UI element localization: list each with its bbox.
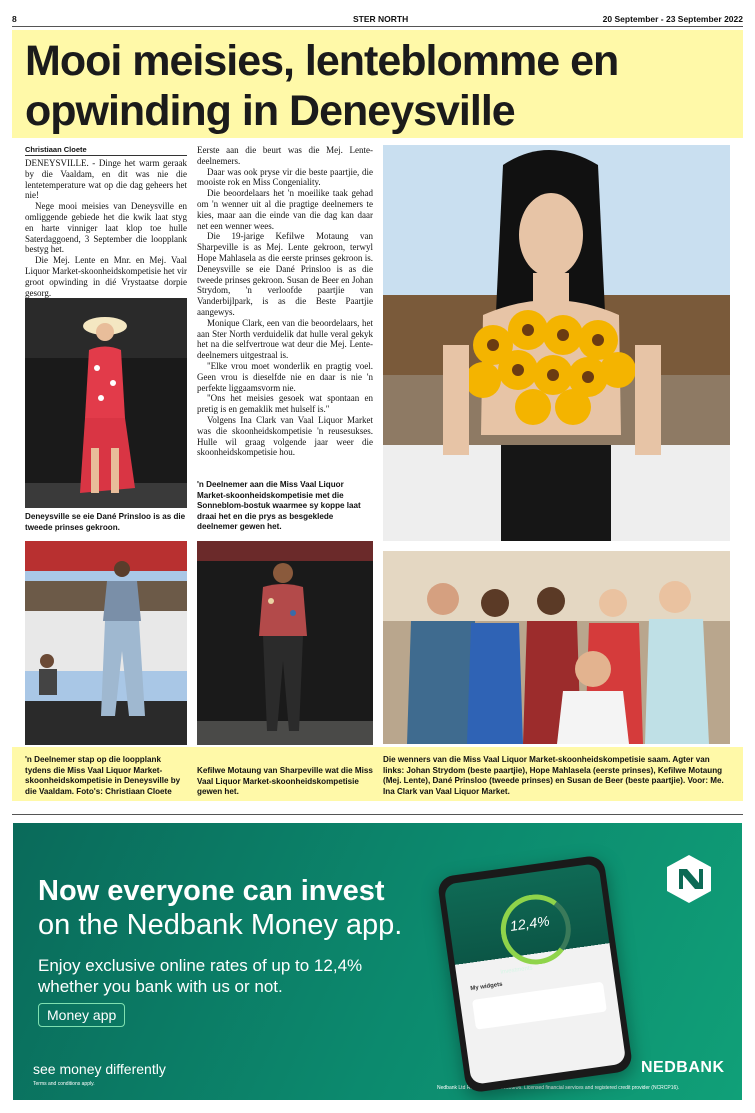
article-column-2 [197,145,373,458]
phone-screen [444,863,627,1085]
column-1-text [25,158,187,298]
phone-widget-title: My widgets [470,981,503,993]
caption-runway: 'n Deelnemer stap op die loopplank tydens die Miss Vaal Liquor Market-skoonheidskompetisie in Deneysville by die Vaaldam. Foto's: Christiaan Cloete [25,755,181,796]
nedbank-advertisement [13,823,742,1100]
paragraph: "Ons het meisies gesoek wat spontaan en pretig is en gemaklik met hulself is." [197,393,373,415]
caption-sunflower: 'n Deelnemer aan die Miss Vaal Liquor Market-skoonheidskompetisie met die Sonneblom-bostuk waarmee sy koppe laat draai het en die prys as besgeklede deelnemer gewen het. [197,480,361,532]
paragraph: Die beoordelaars het 'n moeilike taak gehad om 'n wenner uit al die pragtige deelnemers te kies, maar aan die einde van die dag kan daar net een wenner wees. [197,188,373,231]
ad-headline-bold: Now everyone can invest [38,875,385,907]
paragraph: DENEYSVILLE. - Dinge het warm geraak by die Vaaldam, en dit was nie die lentetemperature wat op die dag geheers het nie! [25,158,187,201]
paragraph: Monique Clark, een van die beoordelaars, het aan Ster North verduidelik dat hulle veral gekyk het na die selfvertroue wat deur die Mej. Lente-deelnemers uitgestraal is. [197,317,373,361]
ad-terms: Terms and conditions apply. [33,1081,95,1087]
photo-winners [383,551,730,744]
phone-tab: Investments [500,965,533,976]
paragraph: Daar was ook pryse vir die beste paartjie, die mooiste rok en Miss Congeniality. [197,166,373,188]
paragraph: Volgens Ina Clark van Vaal Liquor Market was die skoonheidskompetisie 'n reusesukses. Hulle wil graag volgende jaar weer die skoonheidskompetisie hou. [197,414,373,458]
paragraph: Eerste aan die beurt was die Mej. Lente-deelnemers. [197,145,373,166]
paragraph: "Elke vrou moet wonderlik en pragtig voel. Geen vrou is dieselfde nie en daar is nie 'n perfekte liggaamsvorm nie. [197,360,373,393]
nedbank-wordmark: NEDBANK [641,1059,725,1076]
publication-name: STER NORTH [353,14,409,24]
ad-headline-light: on the Nedbank Money app. [38,909,403,941]
header-rule [12,26,743,27]
ad-tagline: see money differently [33,1061,166,1077]
photo-sunflower-contestant [383,145,730,541]
caption-winners: Die wenners van die Miss Vaal Liquor Market-skoonheidskompetisie saam. Agter van links: Johan Strydom (beste paartjie), Hope Mahlasela (eerste prinses), Kefilwe Motaung (Mej. Lente), Dané Prinsloo (tweede prinses) en Susan de Beer (beste paartjie). Voor: Me. Ina Clark van Vaal Liquor Market. [383,755,724,796]
paragraph: Die 19-jarige Kefilwe Motaung van Sharpeville is as Mej. Lente gekroon, terwyl Hope Mahlasela as die eerste prinses gekroon is. Deneysville se eie Dané Prinsloo is as die tweede prinses gekroon. Susan de Beer en Johan Strydom, 'n verloofde paartjie van Vanderbijlpark, is as die Beste Paartjie aangewys. [197,231,373,317]
ad-separator-rule [12,814,743,815]
paragraph: Die Mej. Lente en Mnr. en Mej. Vaal Liquor Market-skoonheidskompetisie het vir groot opwinding in dié Vrystaatse dorpie gesorg. [25,255,187,298]
nedbank-logo-icon [663,853,715,905]
ad-legal: Nedbank Ltd Reg No 1951/000009/06. Licensed financial services and registered credit provider (NCRCP16). [437,1085,680,1091]
phone-mockup [437,854,634,1093]
issue-date: 20 September - 23 September 2022 [602,14,743,24]
headline: Mooi meisies, lenteblomme en opwinding in Deneysville [25,37,619,135]
article-column-1 [25,145,187,298]
photo-dane-prinsloo [25,298,187,508]
photo-runway [25,541,187,745]
byline: Christiaan Cloete [25,145,187,156]
page-number: 8 [12,14,17,24]
caption-kefilwe: Kefilwe Motaung van Sharpeville wat die Miss Vaal Liquor Market-skoonheidskompetisie gewen het. [197,766,373,797]
phone-rate: 12,4% [508,912,551,934]
paragraph: Nege mooi meisies van Deneysville en omliggende gebiede het die kwik laat styg en harte vinniger laat klop toe hulle Saterdaggoend, 3 September die loopplank bestyg het. [25,201,187,255]
money-app-button[interactable]: Money app [38,1003,125,1027]
ad-subline: Enjoy exclusive online rates of up to 12,4% whether you bank with us or not. [38,956,363,996]
photo-kefilwe-motaung [197,541,373,745]
caption-dane: Deneysville se eie Dané Prinsloo is as die tweede prinses gekroon. [25,512,186,532]
